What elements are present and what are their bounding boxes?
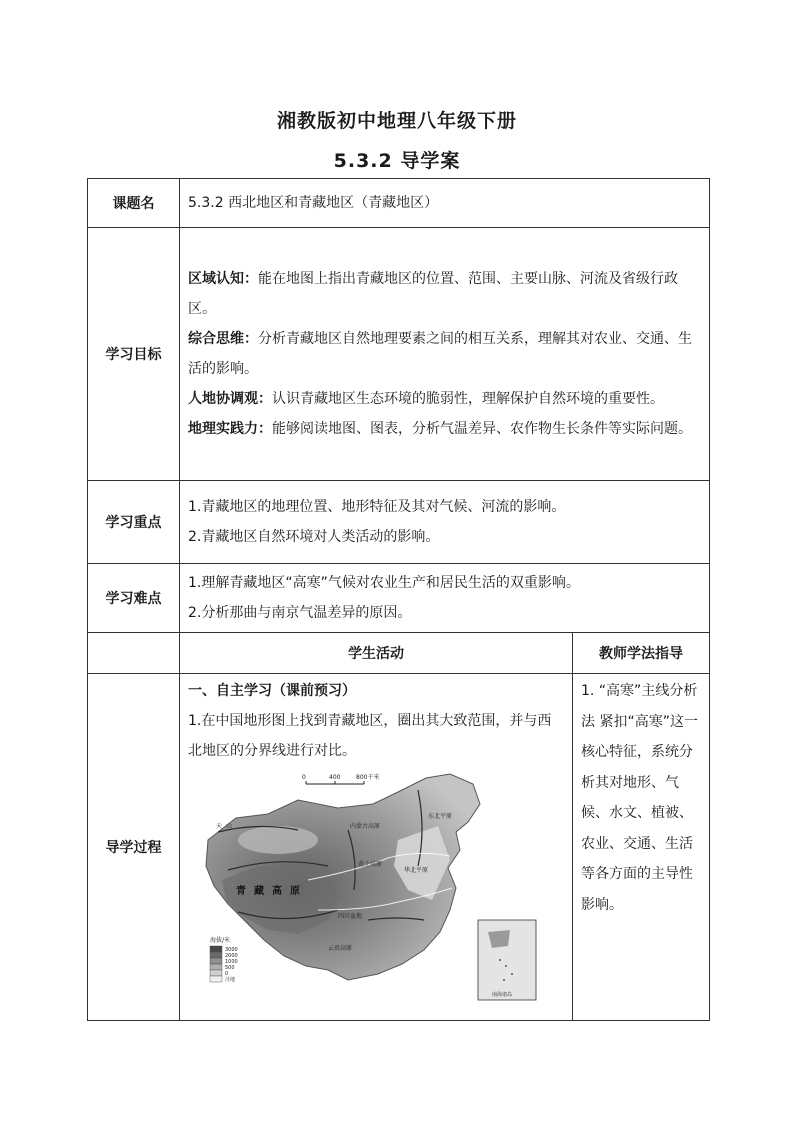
key-points-content (180, 481, 710, 564)
empty-header-cell (88, 633, 180, 674)
inset-label: 南海诸岛 (492, 992, 513, 998)
key-points-row (88, 481, 710, 564)
region-label: 天 (216, 823, 223, 830)
goal-text: 能在地图上指出青藏地区的位置、范围、主要山脉、河流及省级行政区。 (188, 271, 678, 317)
region-label: 华北平原 (404, 867, 429, 874)
region-label: 四川盆地 (338, 913, 363, 920)
activity-header-row (88, 633, 710, 674)
teacher-guide-header: 教师学法指导 (573, 633, 710, 674)
region-label: 青 (236, 886, 246, 897)
goal-text: 分析青藏地区自然地理要素之间的相互关系，理解其对农业、交通、生活的影响。 (188, 331, 692, 377)
scale-label-800: 800千米 (356, 774, 380, 781)
goal-term: 区域认知： (188, 271, 258, 287)
goal-term: 地理实践力： (188, 421, 272, 437)
study-guide-table (87, 178, 710, 1021)
map-svg (188, 770, 548, 1006)
region-label: 内蒙古高原 (350, 823, 381, 830)
difficulty-item: 2.分析那曲与南京气温差异的原因。 (188, 605, 412, 621)
topic-value: 5.3.2 西北地区和青藏地区（青藏地区） (180, 179, 710, 228)
key-point-item: 1.青藏地区的地理位置、地形特征及其对气候、河流的影响。 (188, 499, 566, 515)
teacher-guide-cell: 1. “高寒”主线分析法 紧扣“高寒”这一核心特征，系统分析其对地形、气候、水文、植被、农业、交通、生活等各方面的主导性影响。 (573, 674, 710, 1021)
legend-title: 海拔/米 (210, 937, 231, 944)
basin-shade (238, 826, 318, 854)
scale-label-400: 400 (329, 774, 341, 781)
region-label: 云贵高原 (328, 945, 353, 952)
legend-value: 0 (225, 971, 229, 977)
region-label: 东北平原 (428, 813, 453, 820)
goal-item (188, 324, 702, 384)
document-subtitle: 5.3.2 导学案 (333, 150, 461, 172)
goal-term: 综合思维： (188, 331, 258, 347)
goals-content (180, 228, 710, 481)
key-points-label: 学习重点 (88, 481, 180, 564)
goal-term: 人地协调观： (188, 391, 272, 407)
key-point-item: 2.青藏地区自然环境对人类活动的影响。 (188, 529, 440, 545)
map-scale-bar (302, 773, 379, 784)
difficulties-row (88, 564, 710, 633)
document-title: 湘教版初中地理八年级下册 (276, 110, 517, 132)
region-label: 藏 (254, 886, 264, 897)
goal-item (188, 414, 702, 444)
process-label: 导学过程 (88, 674, 180, 1021)
section-title: 一、自主学习（课前预习） (188, 683, 356, 699)
south-china-sea-inset (478, 920, 536, 1000)
difficulties-label: 学习难点 (88, 564, 180, 633)
student-activity-header: 学生活动 (180, 633, 573, 674)
student-activity-cell (180, 674, 573, 1021)
goal-text: 能够阅读地图、图表，分析气温差异、农作物生长条件等实际问题。 (272, 421, 692, 437)
region-label: 黄土高原 (358, 861, 383, 868)
china-topographic-map (188, 770, 548, 1006)
goal-text: 认识青藏地区生态环境的脆弱性，理解保护自然环境的重要性。 (272, 391, 664, 407)
difficulty-item: 1.理解青藏地区“高寒”气候对农业生产和居民生活的双重影响。 (188, 575, 580, 591)
goal-item (188, 264, 702, 324)
region-label: 山 (226, 823, 233, 830)
legend-value: 1000 (225, 959, 238, 965)
legend-value: 500 (225, 965, 235, 971)
region-label: 高 (272, 886, 282, 897)
legend-value: 洼地 (225, 977, 236, 983)
process-row (88, 674, 710, 1021)
goals-label: 学习目标 (88, 228, 180, 481)
legend-value: 3000 (225, 947, 238, 953)
goals-row (88, 228, 710, 481)
goal-item (188, 384, 702, 414)
difficulties-content (180, 564, 710, 633)
task-1-text: 1.在中国地形图上找到青藏地区，圈出其大致范围，并与西北地区的分界线进行对比。 (188, 713, 552, 759)
topic-label: 课题名 (88, 179, 180, 228)
topic-row (88, 179, 710, 228)
region-label: 原 (290, 886, 300, 897)
scale-label-0: 0 (302, 774, 306, 781)
legend-value: 2000 (225, 953, 238, 959)
elevation-legend (210, 936, 238, 983)
